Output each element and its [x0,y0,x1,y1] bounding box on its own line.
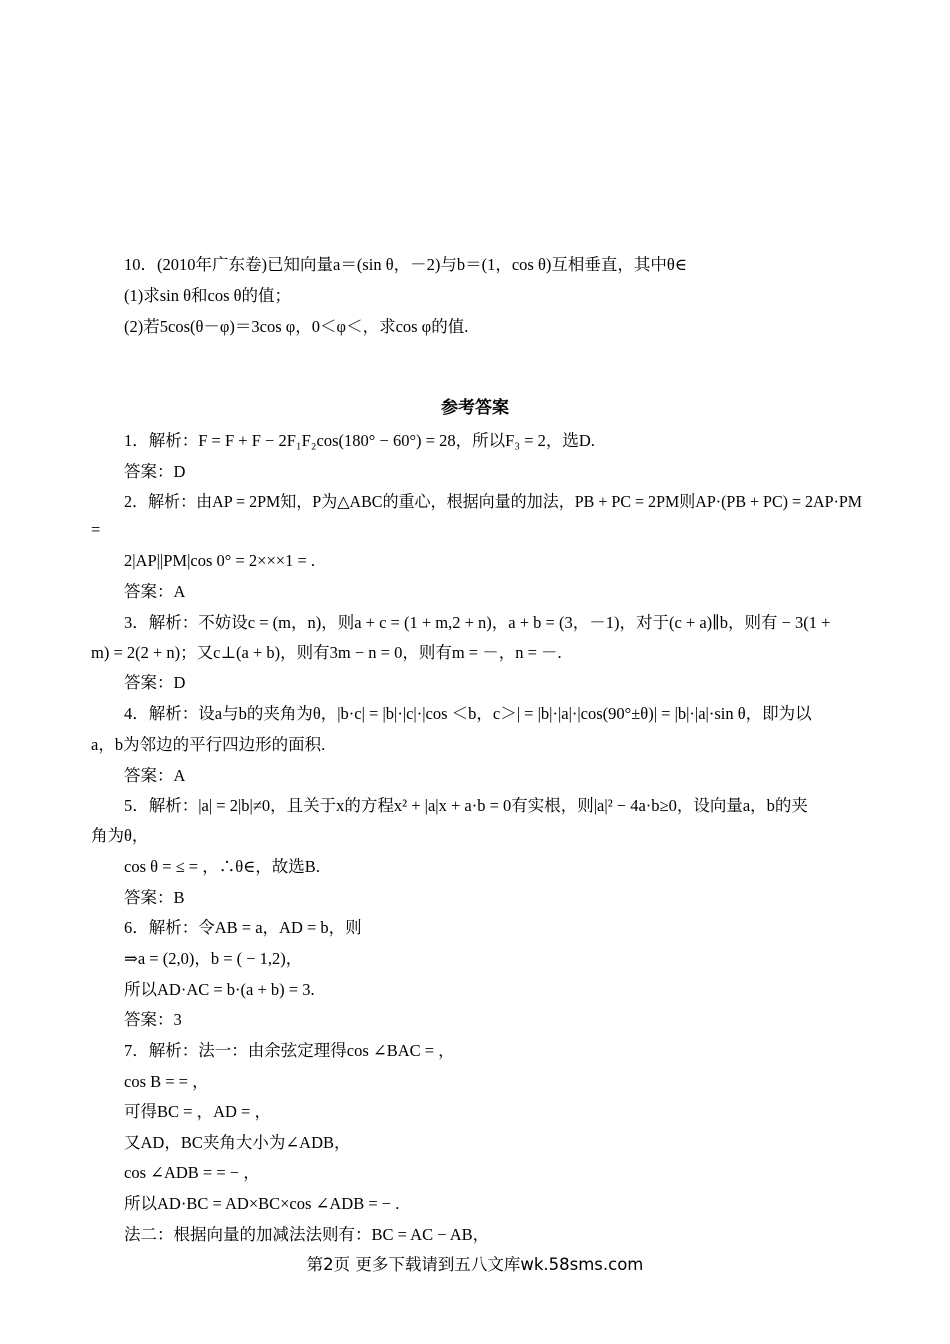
answer-line: 角为θ， [91,826,149,845]
answer-line: cos ∠ADB = = − ， [124,1163,260,1182]
answer-line: cos θ = ≤ = ，∴θ∈，故选B. [124,857,320,876]
answer-line: 答案：D [124,462,186,481]
answer-line: 答案：B [124,888,185,907]
answer-line: 可得BC = ，AD = ， [124,1102,271,1121]
answer-line: 答案：A [124,766,186,785]
answer-line: 2|AP||PM|cos 0° = 2×××1 = . [124,551,316,570]
answer-line: 1．解析：F = F + F − 2F₁F₂cos(180° − 60°) = 28，所以F₃ = 2，选D. [124,431,595,450]
question-10-part-1: (1)求sin θ和cos θ的值； [124,286,292,305]
answer-line: 2．解析：由AP = 2PM知，P为△ABC的重心，根据向量的加法，PB + PC = 2PM则AP·(PB + PC) = 2AP·PM [124,492,863,511]
answer-line: 法二：根据向量的加减法法则有：BC = AC − AB， [124,1225,490,1244]
answer-line: 3．解析：不妨设c = (m，n)，则a + c = (1 + m,2 + n)，a + b = (3，－1)，对于(c + a)∥b，则有 − 3(1 + [124,613,831,632]
answer-line: cos B = = ， [124,1072,209,1091]
answers-title: 参考答案 [441,398,509,417]
answer-line: a，b为邻边的平行四边形的面积. [91,735,326,754]
answer-line: 6．解析：令AB = a，AD = b，则 [124,918,362,937]
answer-line: ⇒a = (2,0)，b = ( − 1,2)， [124,949,303,968]
question-10-stem: 10．(2010年广东卷)已知向量a＝(sin θ，－2)与b＝(1，cos θ)互相垂直，其中θ∈ [124,255,687,274]
answer-line: 答案：3 [124,1010,182,1029]
answer-line: 5．解析：|a| = 2|b|≠0，且关于x的方程x² + |a|x + a·b = 0有实根，则|a|² − 4a·b≥0，设向量a，b的夹 [124,796,808,815]
answer-line: 所以AD·BC = AD×BC×cos ∠ADB = − . [124,1194,400,1213]
answer-line: 4．解析：设a与b的夹角为θ，|b·c| = |b|·|c|·|cos ＜b，c＞| = |b|·|a|·|cos(90°±θ)| = |b|·|a|·sin θ，即为以 [124,704,812,723]
answer-line: 答案：D [124,673,186,692]
answer-line: 7．解析：法一：由余弦定理得cos ∠BAC = ， [124,1041,455,1060]
answer-line: 所以AD·AC = b·(a + b) = 3. [124,980,315,999]
answer-line: 答案：A [124,582,186,601]
answer-line: 又AD，BC夹角大小为∠ADB， [124,1133,351,1152]
question-10-part-2: (2)若5cos(θ－φ)＝3cos φ，0＜φ＜，求cos φ的值. [124,317,469,336]
answer-line: = [91,520,101,539]
page-footer: 第2页 更多下载请到五八文库wk.58sms.com [306,1255,644,1274]
answer-line: m) = 2(2 + n)；又c⊥(a + b)，则有3m − n = 0，则有m = －，n = －. [91,643,562,662]
